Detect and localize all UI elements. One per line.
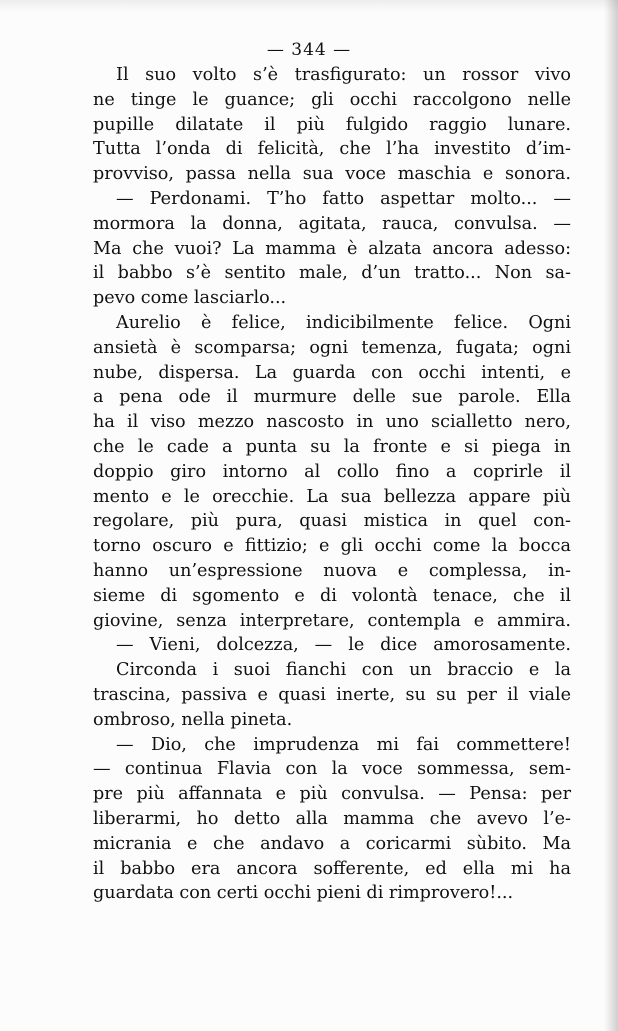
text-line: mento e le orecchie. La sua bellezza appare più <box>93 486 571 507</box>
page-number: — 344 — <box>266 40 352 60</box>
text-line: a pena ode il murmure delle sue parole. Ella <box>93 387 571 408</box>
text-line: — Perdonami. T’ho fatto aspettar molto... — <box>116 188 571 209</box>
text-line: pre più affannata e più convulsa. — Pensa: per <box>93 784 571 805</box>
text-line: micrania e che andavo a coricarmi sùbito. Ma <box>93 833 571 854</box>
text-line: Aurelio è felice, indicibilmente felice. Ogni <box>116 312 571 333</box>
text-line: sieme di sgomento e di volontà tenace, che il <box>93 585 571 606</box>
text-line: Il suo volto s’è trasfigurato: un rossor vivo <box>116 65 571 85</box>
text-line: — continua Flavia con la voce sommessa, sem- <box>93 759 571 780</box>
text-line: pupille dilatate il più fulgido raggio lunare. <box>93 114 571 135</box>
text-line: doppio giro intorno al collo fino a coprirle il <box>93 461 571 482</box>
text-line: Circonda i suoi fianchi con un braccio e la <box>116 660 571 681</box>
text-line: il babbo s’è sentito male, d’un tratto... Non sa- <box>93 263 571 284</box>
text-line: — Dio, che imprudenza mi fai commettere! <box>116 734 571 755</box>
text-line: giovine, senza interpretare, contempla e ammira. <box>93 610 571 631</box>
text-line: torno oscuro e fittizio; e gli occhi come la bocca <box>93 536 571 557</box>
text-line: — Vieni, dolcezza, — le dice amorosamente. <box>116 635 571 656</box>
text-line: ombroso, nella pineta. <box>93 709 293 730</box>
text-line: ne tinge le guance; gli occhi raccolgono nelle <box>93 89 571 110</box>
body-text <box>93 63 571 906</box>
text-line: nube, dispersa. La guarda con occhi intenti, e <box>93 362 571 383</box>
text-line: ha il viso mezzo nascosto in uno scialletto nero, <box>93 412 571 433</box>
text-line: Ma che vuoi? La mamma è alzata ancora adesso: <box>93 238 571 259</box>
text-line: liberarmi, ho detto alla mamma che avevo l’e- <box>93 808 571 829</box>
page-edge-shadow <box>604 0 618 1031</box>
text-line: che le cade a punta su la fronte e si piega in <box>93 436 571 457</box>
text-line: provviso, passa nella sua voce maschia e sonora. <box>93 164 571 185</box>
text-line: guardata con certi occhi pieni di rimprovero!... <box>93 883 514 904</box>
text-line: hanno un’espressione nuova e complessa, in- <box>93 560 571 581</box>
text-line: ansietà è scomparsa; ogni temenza, fugata; ogni <box>93 337 571 358</box>
text-line: mormora la donna, agitata, rauca, convulsa. — <box>93 213 571 234</box>
page-top-shade <box>0 0 618 12</box>
text-line: pevo come lasciarlo... <box>93 288 287 309</box>
text-line: trascina, passiva e quasi inerte, su su per il viale <box>93 684 571 705</box>
text-line: regolare, più pura, quasi mistica in quel con- <box>93 511 571 532</box>
text-line: il babbo era ancora sofferente, ed ella mi ha <box>93 858 571 879</box>
text-line: Tutta l’onda di felicità, che l’ha investito d’im- <box>93 139 571 160</box>
